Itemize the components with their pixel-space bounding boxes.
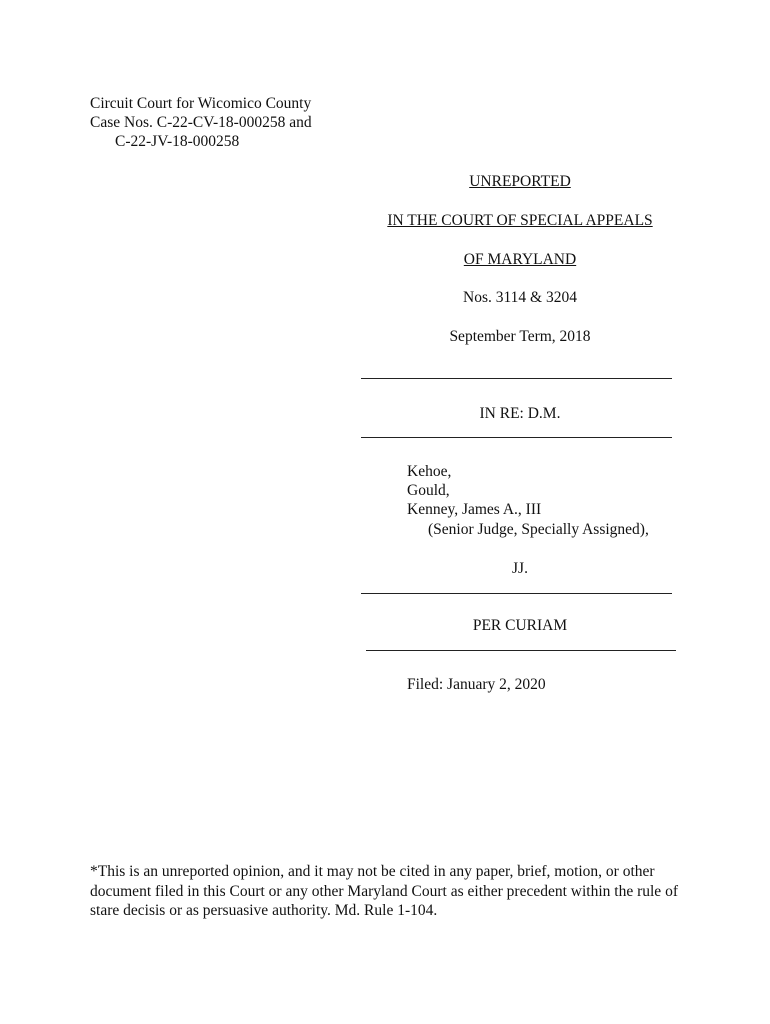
- judge-name: Kehoe,: [407, 463, 452, 480]
- state-heading: OF MARYLAND: [463, 251, 577, 268]
- case-numbers-line: Case Nos. C-22-CV-18-000258 and: [90, 114, 312, 131]
- unreported-heading: UNREPORTED: [469, 173, 571, 190]
- divider-rule: [361, 437, 672, 438]
- court-name-heading: IN THE COURT OF SPECIAL APPEALS: [387, 212, 653, 229]
- judge-name: Gould,: [407, 482, 450, 499]
- term: September Term, 2018: [449, 328, 591, 345]
- divider-rule: [366, 650, 676, 651]
- divider-rule: [361, 378, 672, 379]
- unreported-opinion-footnote: *This is an unreported opinion, and it may not be cited in any paper, brief, motion, or other document filed in this Court or any other Maryland Court as either precedent within the rule of stare decisis or as persuasive authority. Md. Rule 1-104.: [90, 863, 678, 919]
- case-numbers-continued: C-22-JV-18-000258: [115, 133, 240, 150]
- judge-name: Kenney, James A., III: [407, 501, 542, 518]
- filed-date: Filed: January 2, 2020: [407, 676, 546, 693]
- docket-numbers: Nos. 3114 & 3204: [463, 289, 577, 306]
- divider-rule: [361, 593, 672, 594]
- judge-note: (Senior Judge, Specially Assigned),: [428, 521, 649, 538]
- opinion-author: PER CURIAM: [472, 617, 568, 634]
- panel-designation: JJ.: [512, 560, 528, 577]
- case-title: IN RE: D.M.: [479, 405, 561, 422]
- lower-court-name: Circuit Court for Wicomico County: [90, 95, 312, 112]
